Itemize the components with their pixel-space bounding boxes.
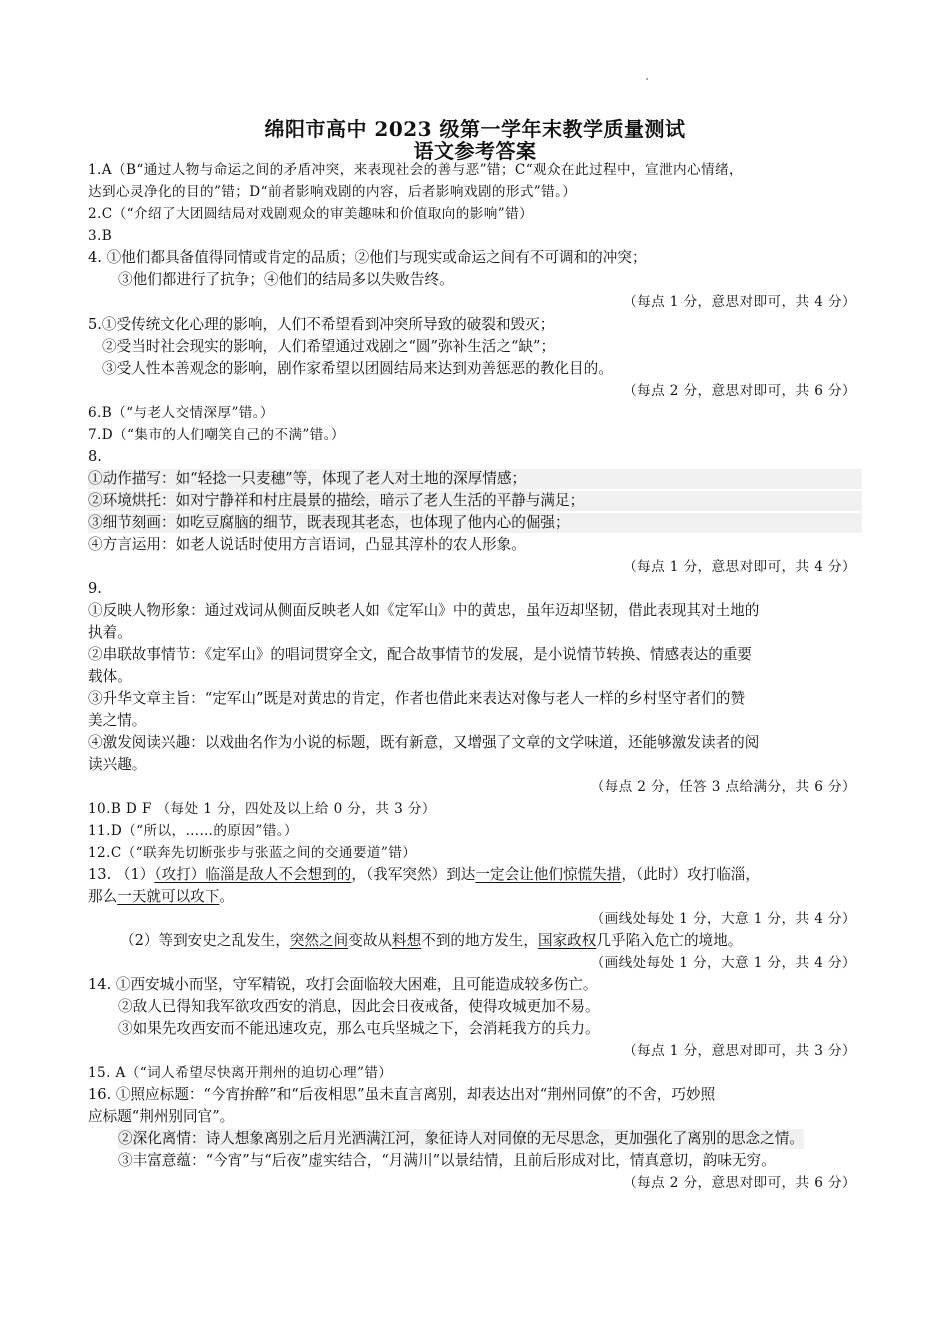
score-note-q5: （每点 2 分，意思对即可，共 6 分） [623, 383, 856, 399]
score-note-q8: （每点 1 分，意思对即可，共 4 分） [623, 559, 856, 575]
score-note-q14: （每点 1 分，意思对即可，共 3 分） [623, 1043, 856, 1059]
q13-underline-1: （攻打）临淄是敌人不会想到的 [154, 866, 352, 883]
answer-q7: 7.D（“集市的人们嘲笑自己的不满”错。） [88, 427, 345, 443]
score-note-q16: （每点 2 分，意思对即可，共 6 分） [623, 1175, 856, 1191]
answer-q1-line2: 达到心灵净化的目的”错；D“前者影响戏剧的内容，后者影响戏剧的形式”错。） [88, 184, 577, 200]
answer-q4-line1: 4. ①他们都具备值得同情或肯定的品质；②他们与现实或命运之间有不可调和的冲突； [88, 249, 647, 266]
q13-text-7: 不到的地方发生， [421, 932, 538, 949]
page-title: 绵阳市高中 2023 级第一学年末教学质量测试 [264, 117, 686, 141]
q13-text-5: （2）等到安史之乱发生， [120, 932, 290, 949]
score-note-q4: （每点 1 分，意思对即可，共 4 分） [623, 294, 856, 310]
q13-text-2: ，（此时）攻打临淄， [621, 866, 760, 883]
answer-q13-part1-line1 [88, 865, 760, 885]
page-subtitle: 语文参考答案 [413, 139, 537, 163]
answer-q8-line3: ③细节刻画：如吃豆腐脑的细节，既表现其老态，也体现了他内心的倔强； [88, 513, 862, 533]
answer-q9-line3: ②串联故事情节：《定军山》的唱词贯穿全文，配合故事情节的发展，是小说情节转换、情感表达的重要 [88, 646, 753, 663]
answer-q16-line2: 应标题“荆州别同官”。 [88, 1108, 235, 1125]
score-note-q9: （每点 2 分，任答 3 点给满分，共 6 分） [590, 779, 856, 795]
answer-q8-number: 8. [88, 448, 102, 465]
answer-q5-line3: ③受人性本善观念的影响，剧作家希望以团圆结局来达到劝善惩恶的教化目的。 [102, 360, 613, 377]
q13-label: 13. （1） [88, 866, 155, 883]
score-note-q13-part2: （画线处每处 1 分，大意 1 分，共 4 分） [590, 955, 856, 971]
answer-q14-line1: 14. ①西安城小而坚，守军精锐，攻打会面临较大困难，且可能造成较多伤亡。 [88, 976, 598, 993]
answer-q3: 3.B [88, 228, 113, 244]
answer-q10: 10.B D F （每处 1 分，四处及以上给 0 分，共 3 分） [88, 801, 436, 817]
answer-q6: 6.B（“与老人交情深厚”错。） [88, 405, 274, 421]
q13-text-1: ，（我军突然）到达 [351, 866, 476, 883]
q13-text-3: 那么 [88, 888, 118, 905]
q13-text-8: 几乎陷入危亡的境地。 [596, 932, 743, 949]
answer-q9-line8: 读兴趣。 [88, 756, 147, 773]
answer-q8-line2: ②环境烘托：如对宁静祥和村庄晨景的描绘，暗示了老人生活的平静与满足； [88, 491, 862, 511]
answer-q9-line2: 执着。 [88, 624, 132, 641]
answer-q9-line6: 美之情。 [88, 712, 147, 729]
answer-q4-line2: ③他们都进行了抗争；④他们的结局多以失败告终。 [118, 271, 454, 288]
answer-q9-line4: 载体。 [88, 668, 132, 685]
q13-text-4: 。 [219, 888, 234, 905]
answer-q8-line4: ④方言运用：如老人说话时使用方言语词，凸显其淳朴的农人形象。 [88, 536, 526, 553]
answer-q9-line7: ④激发阅读兴趣：以戏曲名作为小说的标题，既有新意，又增强了文章的文学味道，还能够激发读者的阅 [88, 734, 760, 751]
answer-q16-line1: 16. ①照应标题：“今宵拚醉”和“后夜相思”虽未直言离别，却表达出对“荆州同僚”的不舍，巧妙照 [88, 1086, 716, 1103]
q13-text-6: 变故从 [348, 932, 393, 949]
speck-mark [646, 78, 648, 80]
answer-q5-line1: 5.①受传统文化心理的影响，人们不希望看到冲突所导致的破裂和毁灭； [88, 316, 555, 333]
answer-q12: 12.C（“联奔先切断张步与张蓝之间的交通要道”错） [88, 845, 417, 861]
answer-q13-part2 [120, 931, 742, 951]
answer-q1-line1: 1.A（B“通过人物与命运之间的矛盾冲突，来表现社会的善与恶”错；C“观众在此过程中，宣泄内心情绪， [88, 162, 743, 178]
answer-q13-part1-line2 [88, 887, 234, 907]
q13-underline-3: 一天就可以攻下 [117, 888, 220, 905]
answer-q16-line3: ②深化离情：诗人想象离别之后月光洒满江河，象征诗人对同僚的无尽思念，更加强化了离别的思念之情。 [118, 1130, 804, 1147]
answer-q2: 2.C（“介绍了大团圆结局对戏剧观众的审美趣味和价值取向的影响”错） [88, 206, 534, 222]
q13-underline-4: 突然之间 [289, 932, 349, 949]
answer-q5-line2: ②受当时社会现实的影响，人们希望通过戏剧之“圆”弥补生活之“缺”； [102, 338, 556, 355]
answer-q9-number: 9. [88, 580, 102, 597]
q13-underline-6: 国家政权 [537, 932, 597, 949]
answer-q15: 15. A（“词人希望尽快离开荆州的迫切心理”错） [88, 1065, 393, 1081]
answer-q16-line4: ③丰富意蕴：“今宵”与“后夜”虚实结合，“月满川”以景结情，且前后形成对比，情真意切，韵味无穷。 [118, 1152, 776, 1169]
q13-underline-5: 料想 [392, 932, 422, 949]
answer-q9-line1: ①反映人物形象：通过戏词从侧面反映老人如《定军山》中的黄忠，虽年迈却坚韧，借此表现其对土地的 [88, 602, 760, 619]
score-note-q13-part1: （画线处每处 1 分，大意 1 分，共 4 分） [590, 911, 856, 927]
answer-q8-line1: ①动作描写：如“轻捻一只麦穗”等，体现了老人对土地的深厚情感； [88, 469, 862, 489]
answer-q14-line3: ③如果先攻西安而不能迅速攻克，那么屯兵坚城之下，会消耗我方的兵力。 [118, 1020, 600, 1037]
answer-q9-line5: ③升华文章主旨：“定军山”既是对黄忠的肯定，作者也借此来表达对像与老人一样的乡村坚守者们的赞 [88, 690, 746, 707]
answer-q11: 11.D（“所以，……的原因”错。） [88, 823, 298, 839]
q13-underline-2: 一定会让他们惊慌失措 [475, 866, 622, 883]
answer-q14-line2: ②敌人已得知我军欲攻西安的消息，因此会日夜戒备，使得攻城更加不易。 [118, 998, 600, 1015]
